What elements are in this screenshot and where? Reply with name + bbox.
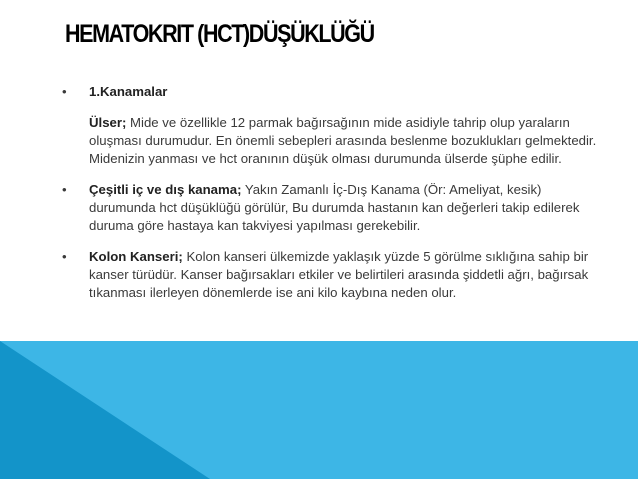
slide-title: HEMATOKRIT (HCT)DÜŞÜKLÜĞÜ <box>65 20 374 48</box>
item-text: Yakın Zamanlı İç-Dış Kanama (Ör: Ameliyat, kesik) durumunda hct düşüklüğü görülür, Bu durumda hastanın kan değerleri takip edilerek duruma göre hastaya kan takviyesi yapılması gerekebilir. <box>89 182 580 233</box>
item-heading: 1.Kanamalar <box>89 84 168 99</box>
item-text: Mide ve özellikle 12 parmak bağırsağının mide asidiyle tahrip olup yaraların oluşması durumudur. En önemli sebepleri arasında beslenme bozuklukları gelmektedir. Midenizin yanması ve hct oranının düşük olması durumunda ülserde şüphe edilir. <box>89 115 597 166</box>
list-item <box>62 114 602 168</box>
decorative-footer-band <box>0 341 638 479</box>
bullet: • <box>62 249 67 264</box>
list-item <box>62 181 602 235</box>
item-heading: Kolon Kanseri; <box>89 249 183 264</box>
bullet: • <box>62 84 67 99</box>
slide-content <box>62 83 602 315</box>
item-heading: Ülser; <box>89 115 127 130</box>
footer-shapes <box>0 341 638 479</box>
list-item <box>62 248 602 302</box>
bullet: • <box>62 182 67 197</box>
item-heading: Çeşitli iç ve dış kanama; <box>89 182 242 197</box>
item-text: Kolon kanseri ülkemizde yaklaşık yüzde 5 görülme sıklığına sahip bir kanser türüdür. Kanser bağırsakları etkiler ve belirtileri arasında şiddetli ağrı, bağırsak tıkanması ilerleyen dönemlerde ise ani kilo kaybına neden olur. <box>89 249 589 300</box>
list-item <box>62 83 602 101</box>
